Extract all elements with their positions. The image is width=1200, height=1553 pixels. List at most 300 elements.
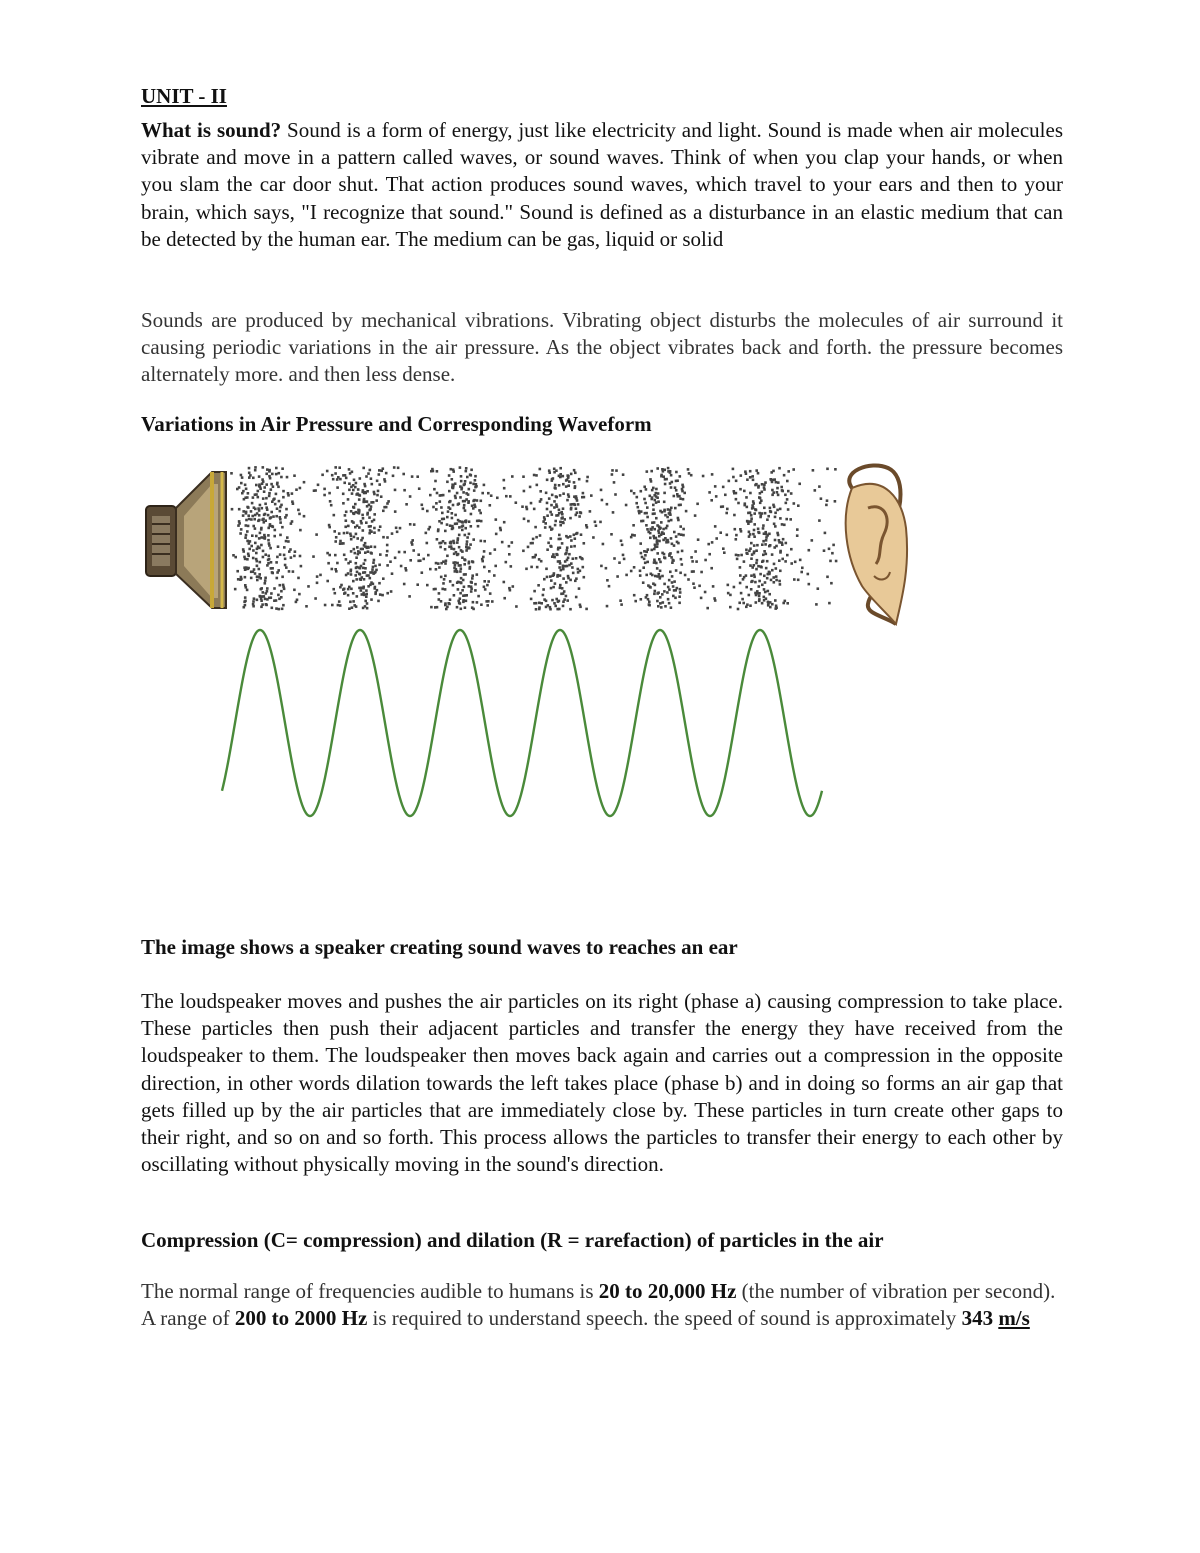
air-particle [442, 582, 445, 585]
air-particle [650, 470, 653, 473]
air-particle [465, 521, 468, 524]
air-particle [362, 517, 365, 520]
air-particle [798, 483, 801, 486]
air-particle [756, 544, 759, 547]
air-particle [750, 574, 753, 577]
air-particle [248, 472, 251, 475]
air-particle [573, 469, 576, 472]
air-particle [449, 598, 452, 601]
air-particle [726, 508, 729, 511]
air-particle [263, 490, 266, 493]
air-particle [272, 498, 275, 501]
air-particle [355, 533, 358, 536]
air-particle [345, 477, 348, 480]
air-particle [256, 579, 259, 582]
air-particle [470, 474, 473, 477]
air-particle [334, 592, 337, 595]
air-particle [665, 527, 668, 530]
air-particle [551, 528, 554, 531]
air-particle [645, 512, 648, 515]
air-particle [451, 512, 454, 515]
air-particle [830, 582, 833, 585]
air-particle [828, 602, 831, 605]
air-particle [234, 556, 237, 559]
air-particle [573, 481, 576, 484]
air-particle [354, 574, 357, 577]
air-particle [702, 475, 705, 478]
air-particle [360, 587, 363, 590]
air-particle [793, 578, 796, 581]
air-particle [771, 603, 774, 606]
air-particle [279, 518, 282, 521]
air-particle [268, 492, 271, 495]
air-particle [323, 488, 326, 491]
air-particle [461, 550, 464, 553]
air-particle [732, 476, 735, 479]
air-particle [775, 579, 778, 582]
air-particle [808, 583, 811, 586]
air-particle [252, 600, 255, 603]
air-particle [377, 600, 380, 603]
air-particle [566, 499, 569, 502]
air-particle [453, 548, 456, 551]
air-particle [368, 516, 371, 519]
air-particle [465, 600, 468, 603]
air-particle [745, 552, 748, 555]
air-particle [456, 606, 459, 609]
air-particle [444, 575, 447, 578]
air-particle [376, 494, 379, 497]
air-particle [242, 490, 245, 493]
air-particle [733, 492, 736, 495]
air-particle [339, 604, 342, 607]
air-particle [748, 550, 751, 553]
air-particle [834, 468, 837, 471]
air-particle [356, 595, 359, 598]
air-particle [394, 510, 397, 513]
air-particle [762, 540, 765, 543]
air-particle [503, 487, 506, 490]
air-particle [261, 482, 264, 485]
air-particle [659, 602, 662, 605]
air-particle [299, 555, 302, 558]
air-particle [326, 580, 329, 583]
air-particle [338, 466, 341, 469]
air-particle [778, 539, 781, 542]
air-particle [459, 592, 462, 595]
air-particle [270, 488, 273, 491]
air-particle [632, 524, 635, 527]
air-particle [681, 550, 684, 553]
air-particle [508, 545, 511, 548]
air-particle [468, 520, 471, 523]
air-particle [779, 583, 782, 586]
air-particle [651, 549, 654, 552]
air-particle [275, 599, 278, 602]
air-particle [477, 525, 480, 528]
air-particle [566, 474, 569, 477]
air-particle [363, 562, 366, 565]
air-particle [263, 534, 266, 537]
air-particle [654, 575, 657, 578]
air-particle [463, 504, 466, 507]
air-particle [546, 548, 549, 551]
air-particle [356, 566, 359, 569]
air-particle [464, 509, 467, 512]
air-particle [378, 469, 381, 472]
air-particle [366, 490, 369, 493]
air-particle [755, 549, 758, 552]
air-particle [676, 587, 679, 590]
air-particle [567, 484, 570, 487]
air-particle [264, 579, 267, 582]
air-particle [667, 520, 670, 523]
air-particle [797, 579, 800, 582]
air-particle [740, 592, 743, 595]
air-particle [645, 574, 648, 577]
air-particle [549, 608, 552, 611]
air-particle [312, 555, 315, 558]
air-particle [763, 488, 766, 491]
air-particle [280, 590, 283, 593]
air-particle [546, 576, 549, 579]
air-particle [437, 562, 440, 565]
air-particle [277, 594, 280, 597]
air-particle [825, 504, 828, 507]
air-particle [359, 578, 362, 581]
air-particle [562, 577, 565, 580]
air-particle [662, 528, 665, 531]
air-particle [395, 527, 398, 530]
air-particle [240, 576, 243, 579]
air-particle [535, 608, 538, 611]
air-particle [276, 577, 279, 580]
air-particle [299, 529, 302, 532]
air-particle [768, 593, 771, 596]
air-particle [421, 571, 424, 574]
air-particle [427, 528, 430, 531]
air-particle [537, 584, 540, 587]
air-particle [754, 581, 757, 584]
air-particle [555, 514, 558, 517]
air-particle [374, 565, 377, 568]
paragraph-loudspeaker: The loudspeaker moves and pushes the air particles on its right (phase a) causing compression to take place. These particles then push their adjacent particles and transfer the energy they have received from the loudspeaker to them. The loudspeaker then moves back again and carries out a compression in the opposite direction, in other words dilation towards the left takes place (phase b) and in doing so forms an air gap that gets filled up by the air particles that are immediately close by. These particles in turn create other gaps to their right, and so on and so forth. This process allows the particles to transfer their energy to each other by oscillating without physically moving in the sound's direction. [141, 989, 1063, 1177]
air-particle [463, 586, 466, 589]
air-particle [548, 469, 551, 472]
air-particle [746, 506, 749, 509]
unit-title: UNIT - II [141, 84, 227, 108]
air-particle [606, 579, 609, 582]
air-particle [427, 554, 430, 557]
air-particle [508, 587, 511, 590]
air-particle [476, 601, 479, 604]
air-particle [538, 608, 541, 611]
air-particle [245, 534, 248, 537]
air-particle [399, 527, 402, 530]
air-particle [660, 474, 663, 477]
air-particle [756, 559, 759, 562]
air-particle [765, 536, 768, 539]
air-particle [252, 549, 255, 552]
air-particle [676, 493, 679, 496]
air-particle [650, 528, 653, 531]
air-particle [247, 555, 250, 558]
air-particle [290, 556, 293, 559]
air-particle [631, 534, 634, 537]
air-particle [237, 524, 240, 527]
air-particle [334, 554, 337, 557]
air-particle [757, 528, 760, 531]
air-particle [638, 510, 641, 513]
air-particle [742, 602, 745, 605]
air-particle [245, 511, 248, 514]
air-particle [446, 555, 449, 558]
air-particle [253, 597, 256, 600]
air-particle [826, 468, 829, 471]
air-particle [678, 602, 681, 605]
air-particle [350, 538, 353, 541]
air-particle [469, 543, 472, 546]
air-particle [540, 602, 543, 605]
air-particle [550, 579, 553, 582]
air-particle [371, 520, 374, 523]
air-particle [354, 552, 357, 555]
air-particle [378, 483, 381, 486]
air-particle [278, 500, 281, 503]
air-particle [546, 502, 549, 505]
air-particle [545, 568, 548, 571]
air-particle [473, 489, 476, 492]
freq-speech-range: 200 to 2000 Hz [234, 1306, 368, 1331]
air-particle [448, 603, 451, 606]
air-particle [582, 492, 585, 495]
air-particle [362, 529, 365, 532]
paragraph-frequencies [141, 1278, 1063, 1332]
air-particle [551, 599, 554, 602]
air-particle [247, 525, 250, 528]
air-particle [457, 553, 460, 556]
air-particle [715, 537, 718, 540]
air-particle [649, 537, 652, 540]
air-particle [530, 566, 533, 569]
air-particle [363, 499, 366, 502]
air-particle [468, 562, 471, 565]
air-particle [503, 597, 506, 600]
air-particle [766, 518, 769, 521]
air-particle [479, 512, 482, 515]
air-particle [773, 506, 776, 509]
air-particle [741, 598, 744, 601]
air-particle [747, 512, 750, 515]
air-particle [328, 524, 331, 527]
air-particle [460, 567, 463, 570]
air-particle [557, 560, 560, 563]
air-particle [553, 471, 556, 474]
air-particle [345, 519, 348, 522]
air-particle [680, 558, 683, 561]
air-particle [246, 506, 249, 509]
air-particle [546, 514, 549, 517]
air-particle [247, 514, 250, 517]
air-particle [649, 495, 652, 498]
air-particle [759, 573, 762, 576]
air-particle [361, 514, 364, 517]
air-particle [568, 564, 571, 567]
air-particle [749, 492, 752, 495]
air-particle [436, 470, 439, 473]
air-particle [658, 540, 661, 543]
air-particle [656, 600, 659, 603]
air-particle [558, 512, 561, 515]
air-particle [533, 508, 536, 511]
air-particle [546, 508, 549, 511]
air-particle [255, 535, 258, 538]
air-particle [439, 546, 442, 549]
air-particle [674, 486, 677, 489]
air-particle [470, 590, 473, 593]
air-particle [495, 518, 498, 521]
air-particle [426, 510, 429, 513]
air-particle [245, 519, 248, 522]
air-particle [458, 526, 461, 529]
air-particle [370, 501, 373, 504]
air-particle [483, 586, 486, 589]
air-particle [759, 516, 762, 519]
air-particle [568, 480, 571, 483]
air-particle [772, 576, 775, 579]
air-particle [389, 560, 392, 563]
air-particle [367, 472, 370, 475]
air-particle [684, 574, 687, 577]
air-particle [560, 517, 563, 520]
air-particle [776, 509, 779, 512]
air-particle [667, 541, 670, 544]
air-particle [715, 495, 718, 498]
air-particle [461, 521, 464, 524]
air-particle [458, 534, 461, 537]
air-particle [667, 467, 670, 470]
air-particle [571, 566, 574, 569]
air-particle [558, 538, 561, 541]
air-particle [242, 550, 245, 553]
air-particle [605, 567, 608, 570]
air-particle [572, 557, 575, 560]
air-particle [774, 539, 777, 542]
air-particle [470, 525, 473, 528]
air-particle [601, 499, 604, 502]
air-particle [285, 514, 288, 517]
air-particle [539, 490, 542, 493]
air-particle [230, 472, 233, 475]
air-particle [256, 548, 259, 551]
air-particle [543, 578, 546, 581]
air-particle [614, 493, 617, 496]
air-particle [551, 494, 554, 497]
air-particle [467, 501, 470, 504]
air-particle [644, 554, 647, 557]
air-particle [740, 554, 743, 557]
air-particle [348, 482, 351, 485]
air-particle [403, 489, 406, 492]
air-particle [440, 576, 443, 579]
air-particle [458, 546, 461, 549]
air-particle [786, 480, 789, 483]
air-particle [357, 488, 360, 491]
air-particle [462, 500, 465, 503]
speed-value: 343 [961, 1306, 999, 1331]
air-particle [412, 549, 415, 552]
air-particle [425, 532, 428, 535]
air-particle [483, 484, 486, 487]
air-particle [459, 564, 462, 567]
air-particle [675, 569, 678, 572]
air-particle [585, 608, 588, 611]
air-particle [336, 486, 339, 489]
air-particle [315, 533, 318, 536]
air-particle [278, 472, 281, 475]
air-particle [328, 492, 331, 495]
air-particle [675, 489, 678, 492]
air-particle [533, 590, 536, 593]
air-particle [470, 587, 473, 590]
air-particle [270, 511, 273, 514]
air-particle [265, 497, 268, 500]
air-particle [252, 605, 255, 608]
air-particle [264, 513, 267, 516]
air-particle [659, 596, 662, 599]
air-particle [714, 599, 717, 602]
air-particle [559, 494, 562, 497]
air-particle [779, 508, 782, 511]
air-particle [263, 486, 266, 489]
air-particle [664, 605, 667, 608]
air-particle [714, 485, 717, 488]
air-particle [269, 477, 272, 480]
air-particle [670, 507, 673, 510]
air-particle [758, 580, 761, 583]
air-particle [669, 571, 672, 574]
air-particle [543, 516, 546, 519]
air-particle [453, 594, 456, 597]
air-particle [553, 500, 556, 503]
air-particle [466, 476, 469, 479]
air-particle [673, 544, 676, 547]
air-particle [787, 508, 790, 511]
air-particle [364, 600, 367, 603]
air-particle [379, 593, 382, 596]
air-particle [360, 520, 363, 523]
air-particle [762, 524, 765, 527]
air-particle [453, 553, 456, 556]
air-particle [676, 479, 679, 482]
air-particle [558, 566, 561, 569]
air-particle [471, 574, 474, 577]
air-particle [663, 583, 666, 586]
air-particle [758, 512, 761, 515]
air-particle [465, 470, 468, 473]
air-particle [279, 584, 282, 587]
air-particle [356, 524, 359, 527]
air-particle [483, 540, 486, 543]
air-particle [355, 482, 358, 485]
air-particle [835, 560, 838, 563]
air-particle [461, 525, 464, 528]
air-particle [468, 488, 471, 491]
air-particle [546, 479, 549, 482]
what-is-sound-text: Sound is a form of energy, just like electricity and light. Sound is made when air molecules vibrate and move in a pattern called waves, or sound waves. Think of when you clap your hands, or when you slam the car door shut. That action produces sound waves, which travel to your ears and then to your brain, which says, "I recognize that sound." Sound is defined as a disturbance in an elastic medium that can be detected by the human ear. The medium can be gas, liquid or solid [141, 118, 1063, 251]
air-particle [471, 577, 474, 580]
air-particle [808, 549, 811, 552]
